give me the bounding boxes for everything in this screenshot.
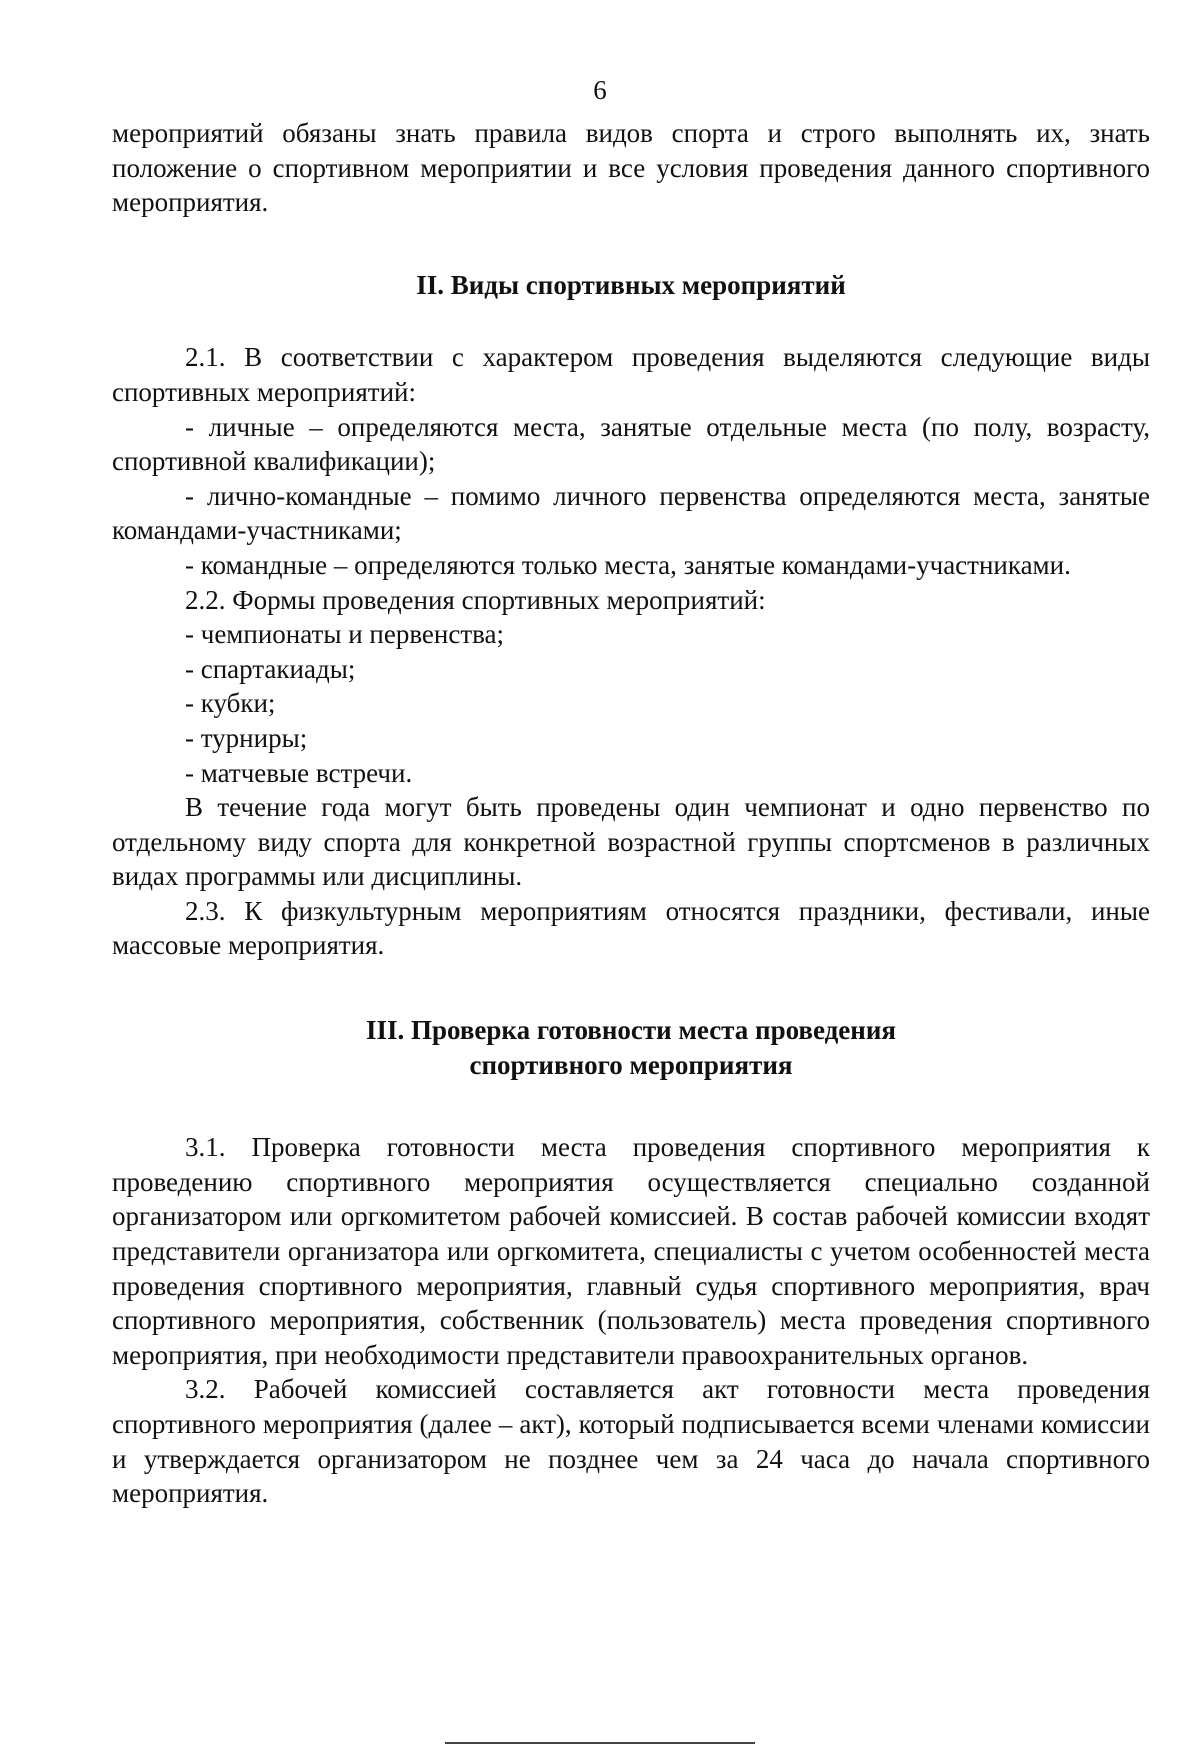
section-3-heading-line-1: III. Проверка готовности места проведения bbox=[365, 1015, 896, 1046]
list-item-personal: - личные – определяются места, занятые отдельные места (по полу, возрасту, спортивной квалификации); bbox=[112, 411, 1150, 477]
spacer bbox=[112, 302, 1150, 340]
form-item-tournaments: - турниры; bbox=[185, 722, 308, 753]
document-body bbox=[112, 116, 1150, 1511]
paragraph-3-2: 3.2. Рабочей комиссией составляется акт готовности места проведения спортивного мероприятия (далее – акт), который подписывается всеми членами комиссии и утверждается организатором не позднее чем за 24 часа до начала спортивного мероприятия. bbox=[112, 1374, 1150, 1509]
paragraph-2-2: 2.2. Формы проведения спортивных мероприятий: bbox=[185, 584, 766, 615]
page-number: 6 bbox=[593, 75, 607, 105]
paragraph-3-1: 3.1. Проверка готовности места проведения спортивного мероприятия к проведению спортивного мероприятия осуществляется специально созданной организатором или оргкомитетом рабочей комиссией. В состав рабочей комиссии входят представители организатора или оргкомитета, специалисты с учетом особенностей места проведения спортивного мероприятия, главный судья спортивного мероприятия, врач спортивного мероприятия, собственник (пользователь) места проведения спортивного мероприятия, при необходимости представители правоохранительных органов. bbox=[112, 1132, 1150, 1370]
intro-paragraph: мероприятий обязаны знать правила видов спорта и строго выполнять их, знать положение о спортивном мероприятии и все условия проведения данного спортивного мероприятия. bbox=[112, 118, 1150, 218]
paragraph-year: В течение года могут быть проведены один чемпионат и одно первенство по отдельному виду спорта для конкретной возрастной группы спортсменов в различных видах программы или дисциплины. bbox=[112, 792, 1150, 892]
form-item-cups: - кубки; bbox=[185, 688, 276, 719]
spacer bbox=[112, 1082, 1150, 1130]
section-3-heading-line-2: спортивного мероприятия bbox=[469, 1049, 793, 1080]
spacer bbox=[112, 963, 1150, 1013]
spacer bbox=[112, 220, 1150, 268]
form-item-spartakiads: - спартакиады; bbox=[185, 653, 356, 684]
form-item-championships: - чемпионаты и первенства; bbox=[185, 619, 505, 650]
form-item-matches: - матчевые встречи. bbox=[185, 757, 413, 788]
footer-rule bbox=[445, 1742, 755, 1744]
list-item-team: - командные – определяются только места, занятые командами-участниками. bbox=[185, 549, 1071, 580]
paragraph-2-1: 2.1. В соответствии с характером проведения выделяются следующие виды спортивных мероприятий: bbox=[112, 342, 1150, 407]
paragraph-2-3: 2.3. К физкультурным мероприятиям относятся праздники, фестивали, иные массовые мероприятия. bbox=[112, 895, 1150, 961]
list-item-personal-team: - лично-командные – помимо личного первенства определяются места, занятые командами-участниками; bbox=[112, 480, 1150, 546]
section-2-heading: II. Виды спортивных мероприятий bbox=[416, 269, 846, 300]
